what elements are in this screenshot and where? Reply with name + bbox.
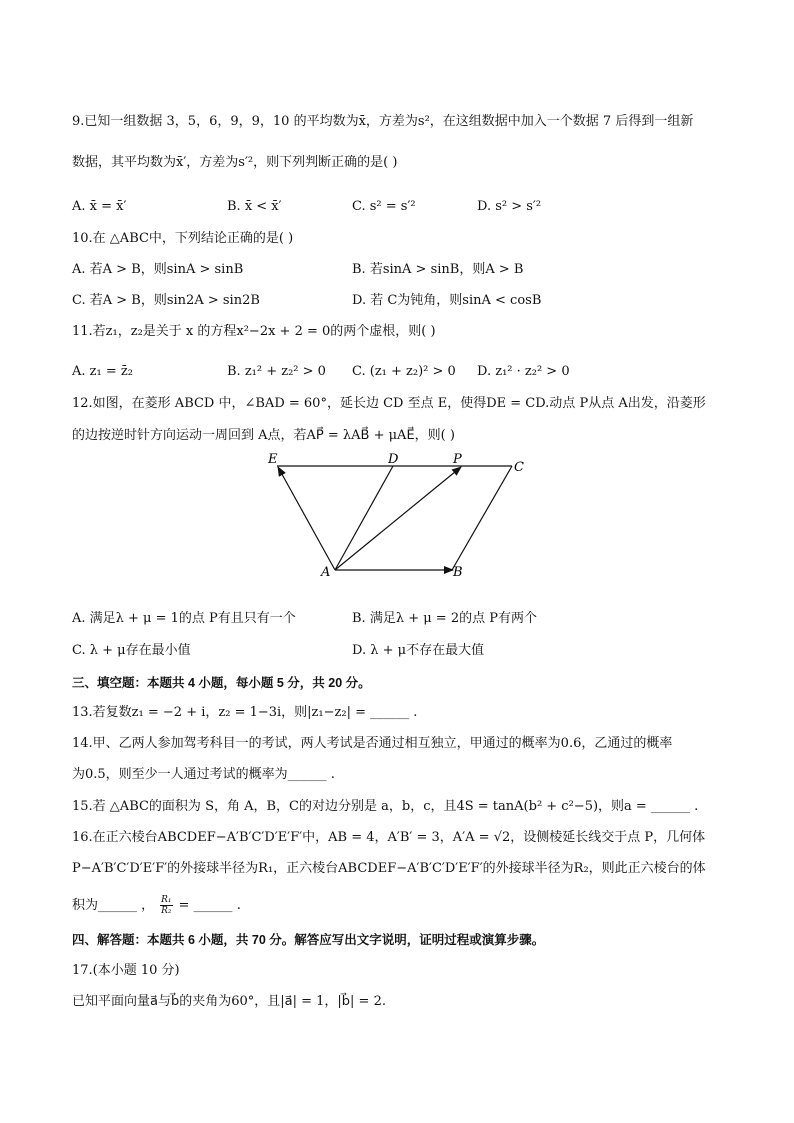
q16-line1: 16.在正六棱台ABCDEF−A′B′C′D′E′F′中，AB = 4，A′B′ = 3，A′A = √2，设侧棱延长线交于点 P，几何体 [72,830,706,845]
segment-ad [335,466,393,570]
q10-option-b: B. 若sinA > sinB，则A > B [352,262,524,277]
q16-fraction [160,895,172,916]
q16-line3 [72,895,241,916]
q12-line2: 的边按逆时针方向运动一周回到 A点，若AP⃗ = λAB⃗ + μAE⃗，则( ) [72,428,455,443]
q17-stem: 已知平面向量a⃗与b⃗的夹角为60°，且|a⃗| = 1，|b⃗| = 2. [72,994,386,1009]
q11-option-b: B. z₁² + z₂² > 0 [227,364,326,379]
q12-option-b: B. 满足λ + μ = 2的点 P有两个 [352,611,537,626]
q15-stem: 15.若 △ABC的面积为 S，角 A，B，C的对边分别是 a，b，c，且4S = tanA(b² + c²−5)，则a = ______ . [72,799,699,814]
q12-option-d: D. λ + μ不存在最大值 [352,643,485,658]
q11-stem: 11.若z₁，z₂是关于 x 的方程x²−2x + 2 = 0的两个虚根，则( ) [72,324,436,339]
q10-option-c: C. 若A > B，则sin2A > sin2B [72,293,260,308]
q9-line2: 数据，其平均数为x̄′，方差为s′²，则下列判断正确的是( ) [72,155,398,170]
q12-option-c: C. λ + μ存在最小值 [72,643,191,658]
vector-ap [335,467,461,570]
section-4-heading: 四、解答题：本题共 6 小题，共 70 分。解答应写出文字说明，证明过程或演算步骤。 [72,933,545,947]
label-d: D [388,452,399,467]
q11-option-d: D. z₁² · z₂² > 0 [477,364,570,379]
section-3-heading: 三、填空题：本题共 4 小题，每小题 5 分，共 20 分。 [72,676,371,690]
segment-bc [452,466,512,570]
q9-line1: 9.已知一组数据 3，5，6，9，9，10 的平均数为x̄，方差为s²，在这组数据中加入一个数据 7 后得到一组新 [72,114,694,129]
q14-line2: 为0.5，则至少一人通过考试的概率为______ . [72,767,335,782]
q10-stem: 10.在 △ABC中，下列结论正确的是( ) [72,231,294,246]
q9-option-d: D. s² > s′² [477,199,542,214]
q16-line3-pre: 积为______ ， [72,897,155,913]
q12-line1: 12.如图，在菱形 ABCD 中，∠BAD = 60°，延长边 CD 至点 E，使得DE = CD.动点 P从点 A出发，沿菱形 [72,396,706,411]
label-b: B [453,565,463,580]
q9-option-c: C. s² = s′² [352,199,416,214]
q11-option-a: A. z₁ = z̄₂ [72,364,133,379]
q13-stem: 13.若复数z₁ = −2 + i，z₂ = 1−3i，则|z₁−z₂| = ______ . [72,705,418,720]
fraction-numerator: R₁ [161,895,172,905]
label-a: A [321,565,331,580]
q11-option-c: C. (z₁ + z₂)² > 0 [352,364,456,379]
q9-option-a: A. x̄ = x̄′ [72,199,127,214]
q12-option-a: A. 满足λ + μ = 1的点 P有且只有一个 [72,611,296,626]
fraction-denominator: R₂ [161,906,172,916]
q10-option-d: D. 若 C为钝角，则sinA < cosB [352,293,542,308]
q9-option-b: B. x̄ < x̄′ [227,199,282,214]
label-c: C [514,460,524,475]
q14-line1: 14.甲、乙两人参加驾考科目一的考试，两人考试是否通过相互独立，甲通过的概率为0.6，乙通过的概率 [72,736,673,751]
vector-ae [278,467,335,570]
rhombus-figure [0,448,794,608]
label-e: E [268,452,278,467]
q10-option-a: A. 若A > B，则sinA > sinB [72,262,244,277]
q17-title: 17.(本小题 10 分) [72,963,180,978]
q16-line3-post: = ______ . [178,897,241,913]
label-p: P [453,452,462,467]
q16-line2: P−A′B′C′D′E′F′的外接球半径为R₁，正六棱台ABCDEF−A′B′C′D′E′F′的外接球半径为R₂，则此正六棱台的体 [72,861,706,876]
